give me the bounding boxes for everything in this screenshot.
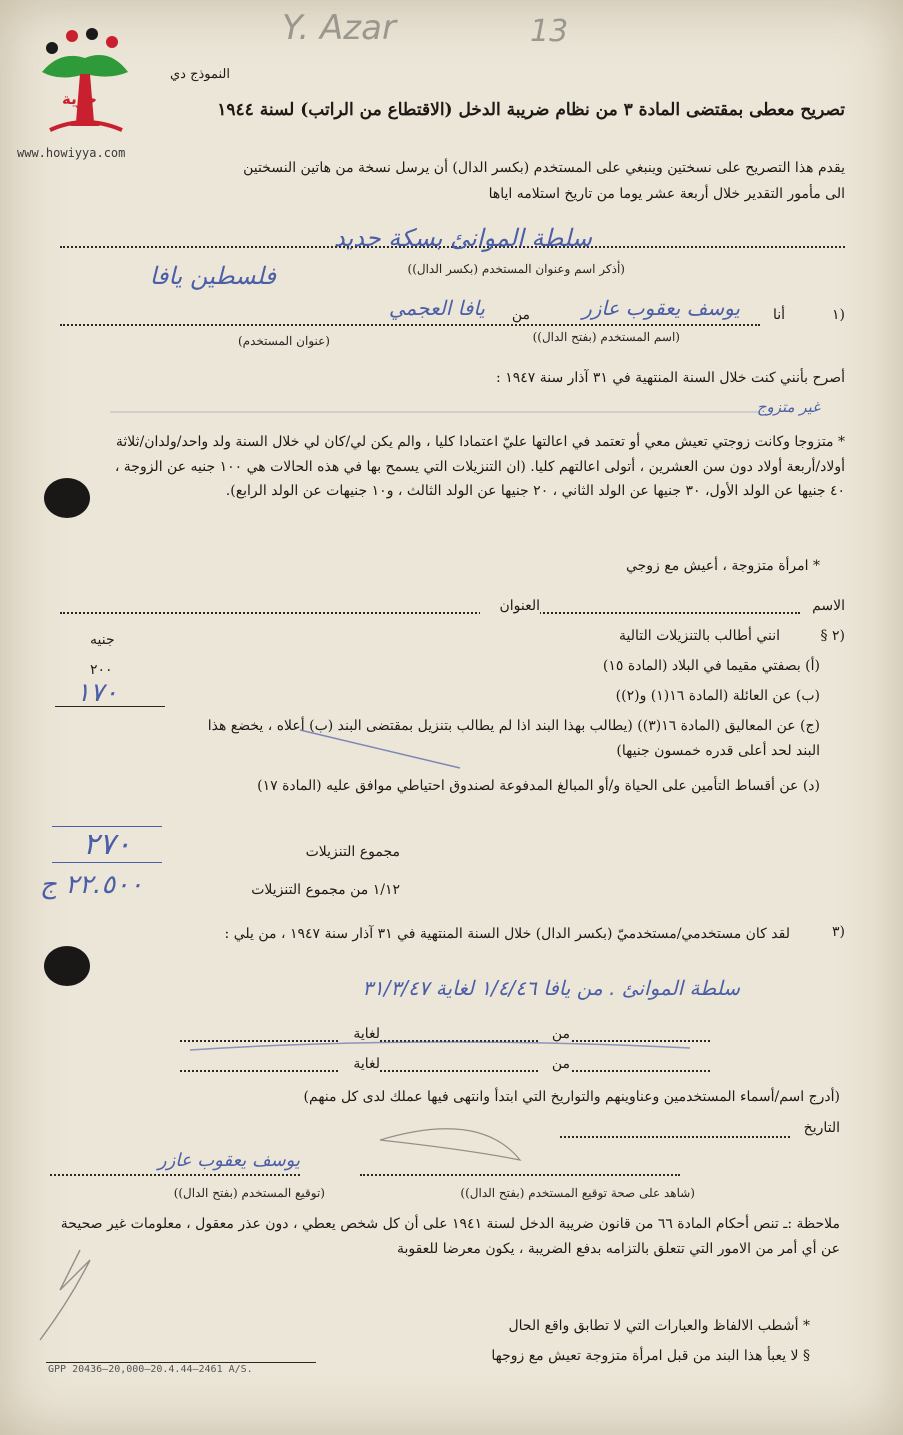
footnote-1: * أشطب الالفاظ والعبارات التي لا تطابق واقع الحال — [508, 1318, 810, 1334]
s2-item-d: (د) عن أقساط التأمين على الحياة و/أو المبالغ المدفوعة لصندوق احتياطي موافق عليه (المادة ١٧) — [257, 778, 820, 794]
intro-line-2: الى مأمور التقدير خلال أربعة عشر يوما من تاريخ استلامه اياها — [488, 186, 845, 202]
s3-row-2-from: من — [540, 1024, 570, 1044]
s1-name-label: الاسم — [812, 598, 845, 614]
married-woman-option: * امرأة متزوجة ، أعيش مع زوجي — [625, 558, 820, 574]
employee-signature: يوسف يعقوب عازر — [157, 1150, 300, 1171]
married-paragraph: * متزوجا وكانت زوجتي تعيش معي أو تعتمد في اعالتها عليّ اعتمادا كليا ، والم يكن لي/كان لي خلال السنة ولد واحد/ولدان/ثلاثة أولاد/أربعة أولاد دون سن العشرين ، أتولى اعالتهم كليا. (ان التنزيلات التي يسمح بها في هذه الحالات هي ١٠٠ جنيه عن الزوجة ، ٤٠ جنيها عن الولد الأول، ٣٠ جنيها عن الولد الثاني ، ٢٠ جنيها عن الولد الثالث ، و١٠ جنيهات عن الولد الرابع). — [114, 434, 845, 499]
footnote-2: § لا يعبأ هذا البند من قبل امرأة متزوجة تعيش مع زوجها — [491, 1348, 810, 1364]
s2-item-a: (أ) بصفتي مقيما في البلاد (المادة ١٥) — [602, 658, 820, 674]
s2-twelfth-label: ١/١٢ من مجموع التنزيلات — [251, 882, 400, 898]
s1-declaration: أصرح بأنني كنت خلال السنة المنتهية في ٣١ آذار سنة ١٩٤٧ : — [496, 370, 845, 386]
s2-item-a-amount: ٢٠٠ — [90, 662, 113, 678]
pencil-page-number: 13 — [530, 14, 569, 49]
employer-handwriting-1: سلطة الموانئ بسكة حديد — [333, 224, 592, 252]
employer-handwriting-2: فلسطين يافا — [149, 262, 276, 290]
form-title: تصريح معطى بمقتضى المادة ٣ من نظام ضريبة الدخل (الاقتطاع من الراتب) لسنة ١٩٤٤ — [217, 100, 845, 120]
s3-row-2-to: لغاية — [340, 1024, 380, 1044]
s3-employer-row-1: سلطة الموانئ . من يافا ١/٤/٤٦ لغاية ٣١/٣/٤٧ — [362, 976, 740, 1000]
printer-code: GPP 20436—20,000—20.4.44—2461 A/S. — [48, 1364, 253, 1375]
pencil-annotation: Y. Azar — [282, 8, 396, 48]
s2-twelfth-value: ٢٢.٥٠٠ ج — [40, 870, 144, 900]
handwritten-status: غير متزوج — [756, 398, 820, 416]
s2-item-c: (ج) عن المعاليق (المادة ١٦(٣)) (يطالب بهذا البند اذا لم يطالب بتنزيل بمقتضى البند (ب) أعلاه ، يخضع هذا البند لحد أعلى قدره خمسون جنيها) — [207, 718, 820, 759]
s2-item-b: (ب) عن العائلة (المادة ١٦(١) و(٢)) — [615, 688, 820, 704]
s2-heading: انني أطالب بالتنزيلات التالية — [618, 628, 780, 644]
signature-caption: (توقيع المستخدم (بفتح الدال)) — [173, 1186, 325, 1200]
watermark-logo-text: حوية — [62, 90, 97, 108]
s1-prefix: أنا — [772, 307, 785, 323]
s1-from: من — [511, 307, 530, 323]
s1-number: ١) — [832, 307, 845, 323]
s2-currency: جنيه — [90, 632, 115, 648]
s2-item-b-amount: ١٧٠ — [76, 678, 118, 708]
s3-text: لقد كان مستخدمي/مستخدميّ (بكسر الدال) خلال السنة المنتهية في ٣١ آذار سنة ١٩٤٧ ، من يلي : — [224, 926, 790, 942]
s2-total-value: ٢٧٠ — [52, 826, 162, 863]
employee-address: يافا العجمي — [388, 296, 485, 320]
s2-total-label: مجموع التنزيلات — [305, 844, 400, 860]
legal-note: ملاحظة :ـ تنص أحكام المادة ٦٦ من قانون ضريبة الدخل لسنة ١٩٤١ على أن كل شخص يعطي ، دون عذر معقول ، معلومات غير صحيحة عن أي أمر من الامور التي تتعلق بالتزامه بدفع الضريبة ، يكون معرضا للعقوبة — [60, 1216, 840, 1258]
s3-row-3-from: من — [540, 1054, 570, 1074]
witness-caption: (شاهد على صحة توقيع المستخدم (بفتح الدال)) — [460, 1186, 695, 1200]
form-model: النموذج دي — [169, 67, 230, 82]
s3-row-3-to: لغاية — [340, 1054, 380, 1074]
caption-employee-address: (عنوان المستخدم) — [237, 334, 330, 348]
s2-number: § ٢) — [820, 628, 845, 644]
caption-employee-name: (اسم المستخدم (بفتح الدال)) — [532, 330, 680, 344]
s1-address-label: العنوان — [480, 596, 540, 616]
date-label: التاريخ — [803, 1120, 840, 1136]
watermark-site: www.howiyya.com — [17, 146, 126, 160]
employer-caption: (أذكر اسم وعنوان المستخدم (بكسر الدال)) — [407, 262, 625, 276]
s3-number: ٣) — [832, 924, 845, 940]
employee-name: يوسف يعقوب عازر — [582, 296, 740, 320]
intro-line-1: يقدم هذا التصريح على نسختين وينبغي على المستخدم (بكسر الدال) أن يرسل نسخة من هاتين النسختين — [243, 160, 845, 176]
s3-caption: (أدرج اسم/أسماء المستخدمين وعناوينهم والتواريخ التي ابتدأ وانتهى فيها عملك لدى كل منهم) — [303, 1089, 840, 1105]
